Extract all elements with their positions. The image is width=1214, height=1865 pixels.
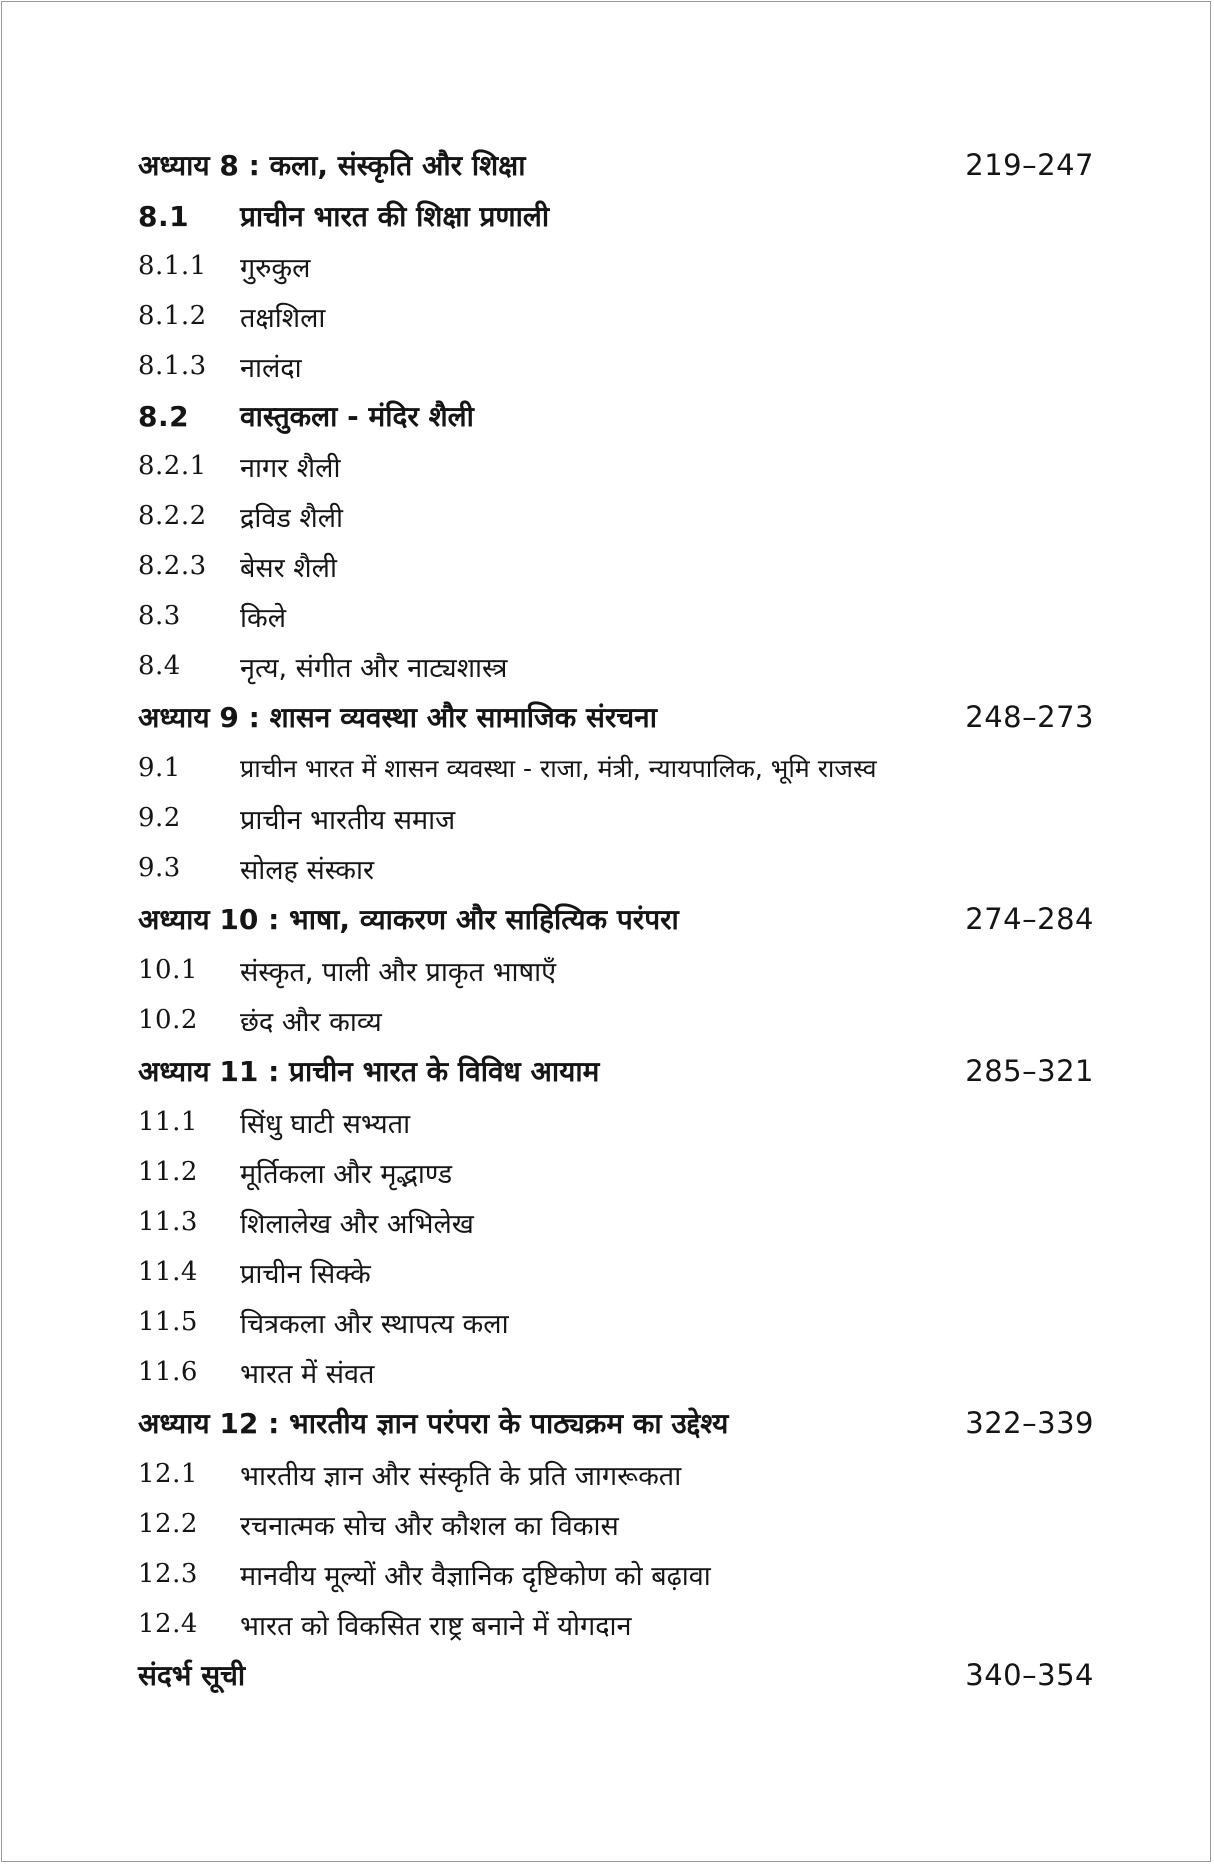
section-number: 8.1.3 bbox=[138, 351, 207, 381]
section-number: 12.3 bbox=[138, 1559, 198, 1589]
chapter-title: अध्याय 10 : भाषा, व्याकरण और साहित्यिक परंपरा bbox=[138, 903, 679, 936]
section-9-1 bbox=[138, 743, 1098, 793]
section-number: 8.3 bbox=[138, 601, 181, 631]
section-12-3 bbox=[138, 1549, 1098, 1599]
section-title: प्राचीन सिक्के bbox=[240, 1258, 371, 1290]
page-range: 274–284 bbox=[965, 902, 1094, 936]
section-12-1 bbox=[138, 1449, 1098, 1499]
section-number: 8.2.2 bbox=[138, 501, 207, 531]
references-heading bbox=[138, 1649, 1098, 1701]
section-number: 12.4 bbox=[138, 1609, 198, 1639]
section-number: 12.2 bbox=[138, 1509, 198, 1539]
section-title: द्रविड शैली bbox=[240, 502, 344, 534]
section-number: 9.3 bbox=[138, 853, 181, 883]
page-range: 219–247 bbox=[965, 148, 1094, 182]
section-title: वास्तुकला - मंदिर शैली bbox=[240, 400, 474, 433]
page-range: 248–273 bbox=[965, 700, 1094, 734]
chapter-title: अध्याय 12 : भारतीय ज्ञान परंपरा के पाठ्यक्रम का उद्देश्य bbox=[138, 1407, 729, 1440]
section-10-2 bbox=[138, 995, 1098, 1045]
section-title: नृत्य, संगीत और नाट्यशास्त्र bbox=[240, 652, 508, 684]
section-8-2-3 bbox=[138, 541, 1098, 591]
section-title: भारतीय ज्ञान और संस्कृति के प्रति जागरूकता bbox=[240, 1460, 682, 1492]
section-9-3 bbox=[138, 843, 1098, 893]
section-10-1 bbox=[138, 945, 1098, 995]
section-title: किले bbox=[240, 602, 287, 634]
section-8-1-2 bbox=[138, 291, 1098, 341]
section-11-3 bbox=[138, 1197, 1098, 1247]
section-title: छंद और काव्य bbox=[240, 1006, 382, 1038]
section-8-2-1 bbox=[138, 441, 1098, 491]
section-8-3 bbox=[138, 591, 1098, 641]
chapter-8-heading bbox=[138, 139, 1098, 191]
section-8-2-2 bbox=[138, 491, 1098, 541]
section-8-1 bbox=[138, 191, 1098, 241]
references-title: संदर्भ सूची bbox=[138, 1659, 246, 1692]
section-title: प्राचीन भारत की शिक्षा प्रणाली bbox=[240, 200, 550, 233]
page-range: 340–354 bbox=[965, 1658, 1094, 1692]
section-11-6 bbox=[138, 1347, 1098, 1397]
section-number: 11.3 bbox=[138, 1207, 198, 1237]
section-12-2 bbox=[138, 1499, 1098, 1549]
section-number: 8.1.2 bbox=[138, 301, 207, 331]
section-number: 8.4 bbox=[138, 651, 181, 681]
table-of-contents bbox=[138, 139, 1098, 1701]
section-11-1 bbox=[138, 1097, 1098, 1147]
chapter-title: अध्याय 9 : शासन व्यवस्था और सामाजिक संरचना bbox=[138, 701, 657, 734]
section-11-2 bbox=[138, 1147, 1098, 1197]
section-number: 11.2 bbox=[138, 1157, 198, 1187]
chapter-12-heading bbox=[138, 1397, 1098, 1449]
chapter-title: अध्याय 11 : प्राचीन भारत के विविध आयाम bbox=[138, 1055, 600, 1088]
section-title: रचनात्मक सोच और कौशल का विकास bbox=[240, 1510, 619, 1542]
section-11-4 bbox=[138, 1247, 1098, 1297]
section-title: प्राचीन भारतीय समाज bbox=[240, 804, 456, 836]
chapter-10-heading bbox=[138, 893, 1098, 945]
page-range: 322–339 bbox=[965, 1406, 1094, 1440]
section-title: संस्कृत, पाली और प्राकृत भाषाएँ bbox=[240, 956, 557, 988]
section-number: 9.1 bbox=[138, 753, 181, 783]
section-9-2 bbox=[138, 793, 1098, 843]
section-8-1-3 bbox=[138, 341, 1098, 391]
section-number: 11.5 bbox=[138, 1307, 198, 1337]
section-8-2 bbox=[138, 391, 1098, 441]
section-title: भारत को विकसित राष्ट्र बनाने में योगदान bbox=[240, 1610, 632, 1642]
section-title: शिलालेख और अभिलेख bbox=[240, 1208, 474, 1240]
section-title: मूर्तिकला और मृद्भाण्ड bbox=[240, 1158, 453, 1190]
section-title: सोलह संस्कार bbox=[240, 854, 374, 886]
section-title: नागर शैली bbox=[240, 452, 341, 484]
section-number: 9.2 bbox=[138, 803, 181, 833]
section-number: 8.2.3 bbox=[138, 551, 207, 581]
section-8-1-1 bbox=[138, 241, 1098, 291]
section-number: 10.2 bbox=[138, 1005, 198, 1035]
section-number: 8.2.1 bbox=[138, 451, 207, 481]
chapter-11-heading bbox=[138, 1045, 1098, 1097]
page-range: 285–321 bbox=[965, 1054, 1094, 1088]
section-title: चित्रकला और स्थापत्य कला bbox=[240, 1308, 509, 1340]
section-title: भारत में संवत bbox=[240, 1358, 375, 1390]
section-number: 11.1 bbox=[138, 1107, 198, 1137]
chapter-title: अध्याय 8 : कला, संस्कृति और शिक्षा bbox=[138, 149, 526, 182]
section-12-4 bbox=[138, 1599, 1098, 1649]
section-title: प्राचीन भारत में शासन व्यवस्था - राजा, मंत्री, न्यायपालिक, भूमि राजस्व bbox=[240, 754, 877, 783]
section-number: 11.4 bbox=[138, 1257, 198, 1287]
chapter-9-heading bbox=[138, 691, 1098, 743]
section-8-4 bbox=[138, 641, 1098, 691]
section-number: 8.1.1 bbox=[138, 251, 207, 281]
section-number: 10.1 bbox=[138, 955, 198, 985]
section-title: गुरुकुल bbox=[240, 252, 311, 284]
section-number: 12.1 bbox=[138, 1459, 198, 1489]
section-number: 8.1 bbox=[138, 199, 190, 233]
section-title: बेसर शैली bbox=[240, 552, 337, 584]
section-title: नालंदा bbox=[240, 352, 302, 384]
section-number: 8.2 bbox=[138, 399, 190, 433]
section-title: मानवीय मूल्यों और वैज्ञानिक दृष्टिकोण को बढ़ावा bbox=[240, 1560, 711, 1592]
section-title: सिंधु घाटी सभ्यता bbox=[240, 1108, 411, 1140]
section-title: तक्षशिला bbox=[240, 302, 326, 334]
section-11-5 bbox=[138, 1297, 1098, 1347]
section-number: 11.6 bbox=[138, 1357, 198, 1387]
